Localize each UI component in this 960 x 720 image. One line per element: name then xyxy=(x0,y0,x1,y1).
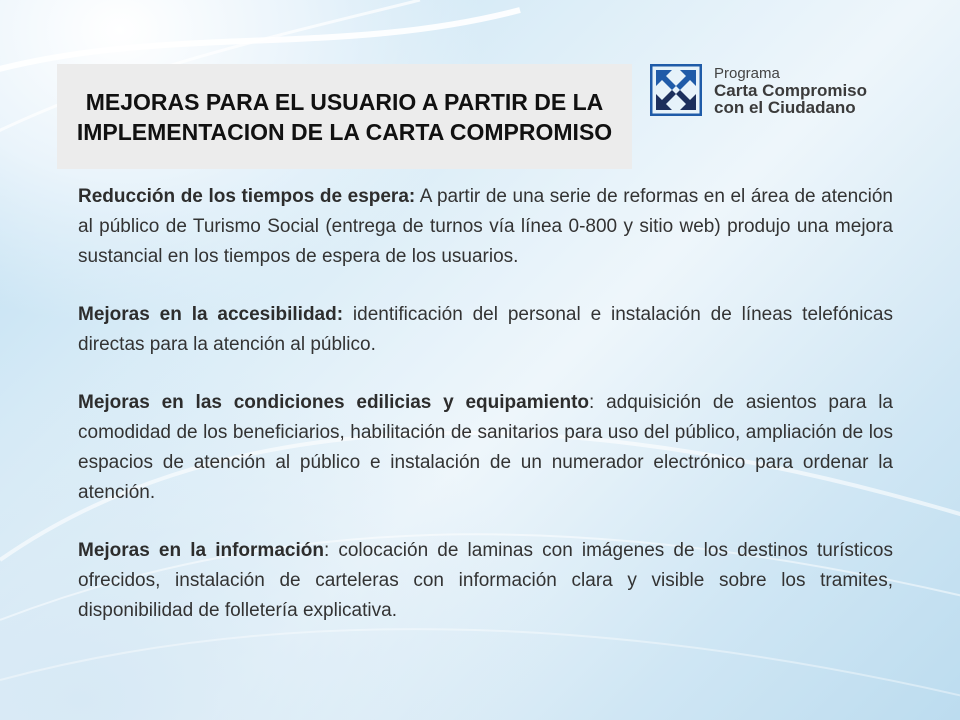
logo-line-programa: Programa xyxy=(714,64,780,82)
title-box xyxy=(57,64,632,169)
logo-line-carta: Carta Compromiso xyxy=(714,80,868,100)
paragraph-edilicias xyxy=(78,388,893,508)
logo-text xyxy=(714,65,867,116)
content-body xyxy=(78,182,893,654)
logo xyxy=(650,58,900,122)
paragraph-heading: Mejoras en las condiciones edilicias y equipamiento xyxy=(78,392,590,413)
paragraph-heading: Mejoras en la información xyxy=(78,540,324,561)
paragraph-text: A partir de una serie de reformas en el área de atención al público de Turismo Social (entrega de turnos vía línea 0-800 y sitio web) produjo una mejora sustancial en los tiempos de espera de los usuarios. xyxy=(78,186,893,267)
paragraph-informacion xyxy=(78,536,893,626)
paragraph-espera xyxy=(78,182,893,272)
paragraph-text: identificación del personal e instalación de líneas telefónicas directas para la atención al público. xyxy=(78,304,894,355)
page-title: MEJORAS PARA EL USUARIO A PARTIR DE LA IMPLEMENTACION DE LA CARTA COMPROMISO xyxy=(76,88,613,145)
logo-line-ciudadano: con el Ciudadano xyxy=(714,97,856,117)
paragraph-text: : adquisición de asientos para la comodidad de los beneficiarios, habilitación de sanitarios para uso del público, ampliación de los espacios de atención al público e instalación de un numerador electrónico para ordenar la atención. xyxy=(78,392,893,503)
paragraph-heading: Reducción de los tiempos de espera: xyxy=(78,186,416,207)
paragraph-accesibilidad xyxy=(78,300,893,360)
paragraph-heading: Mejoras en la accesibilidad: xyxy=(78,304,344,325)
arrows-cross-logo-icon xyxy=(650,64,702,116)
paragraph-text: : colocación de laminas con imágenes de los destinos turísticos ofrecidos, instalación de carteleras con información clara y visible sobre los tramites, disponibilidad de folletería explicativa. xyxy=(78,540,893,621)
